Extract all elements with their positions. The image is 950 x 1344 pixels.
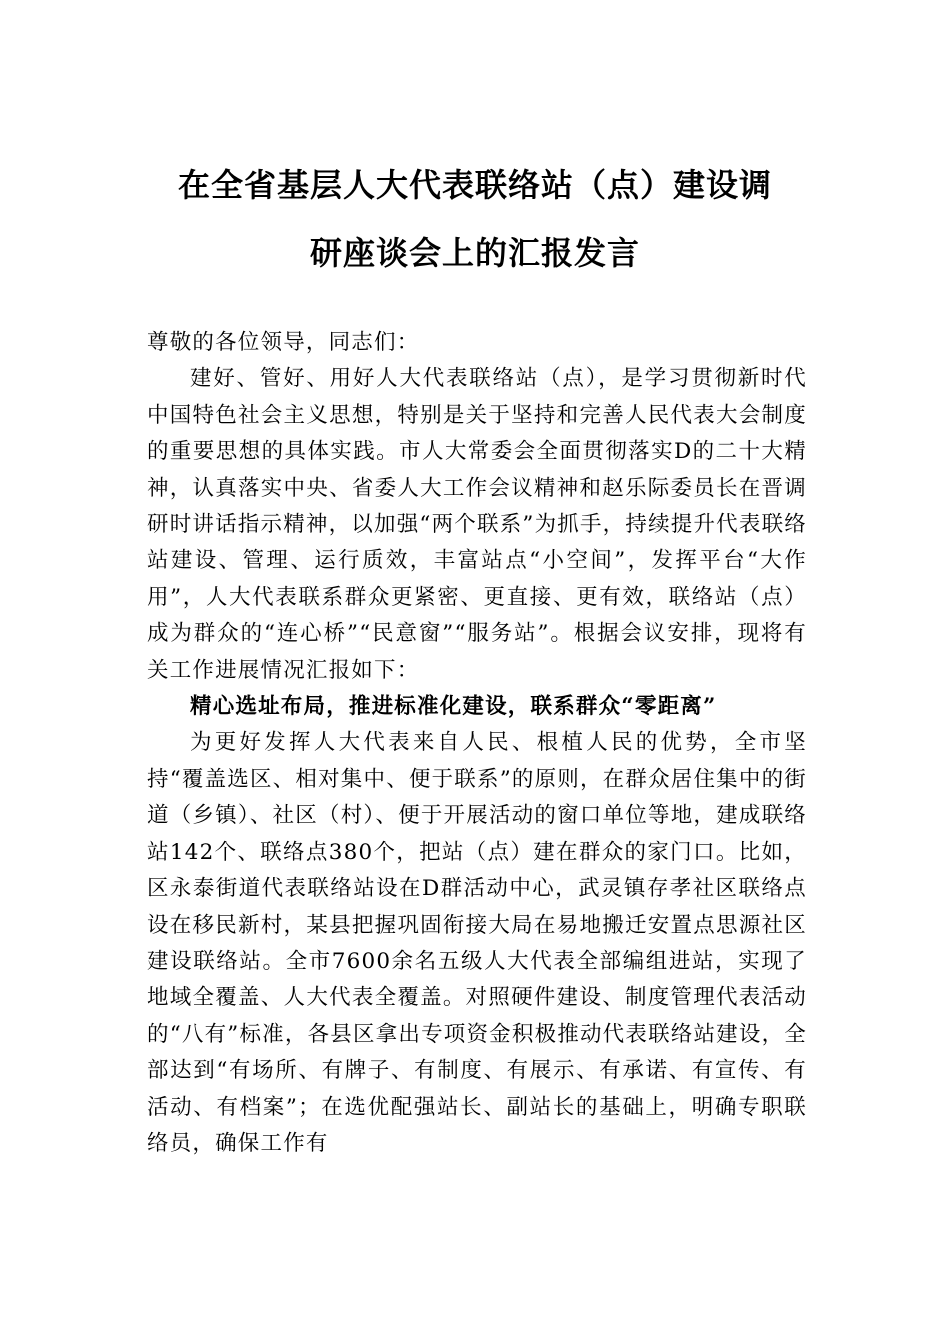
section-heading: 精心选址布局，推进标准化建设，联系群众“零距离” [190,694,717,720]
document-title-line-2: 研座谈会上的汇报发言 [309,234,640,272]
document-title-line-1: 在全省基层人大代表联络站（点）建设调 [177,166,772,204]
paragraph-body: 为更好发挥人大代表来自人民、根植人民的优势，全市坚持“覆盖选区、相对集中、便于联系”的原则，在群众居住集中的街道（乡镇）、社区（村）、便于开展活动的窗口单位等地，建成联络站142个、联络点380个，把站（点）建在群众的家门口。比如，区永泰街道代表联络站设在D群活动中心，武灵镇存孝社区联络点设在移民新村，某县把握巩固衔接大局在易地搬迁安置点思源社区建设联络站。全市7600余名五级人大代表全部编组进站，实现了地域全覆盖、人大代表全覆盖。对照硬件建设、制度管理代表活动的“八有”标准，各县区拿出专项资金积极推动代表联络站建设，全部达到“有场所、有牌子、有制度、有展示、有承诺、有宣传、有活动、有档案”；在选优配强站长、副站长的基础上，明确专职联络员，确保工作有 [147,730,807,1156]
paragraph-intro: 建好、管好、用好人大代表联络站（点），是学习贯彻新时代中国特色社会主义思想，特别是关于坚持和完善人民代表大会制度的重要思想的具体实践。市人大常委会全面贯彻落实D的二十大精神，认真落实中央、省委人大工作会议精神和赵乐际委员长在晋调研时讲话指示精神，以加强“两个联系”为抓手，持续提升代表联络站建设、管理、运行质效，丰富站点“小空间”，发挥平台“大作用”，人大代表联系群众更紧密、更直接、更有效，联络站（点）成为群众的“连心桥”“民意窗”“服务站”。根据会议安排，现将有关工作进展情况汇报如下： [147,366,807,683]
document-body [147,325,807,1162]
salutation: 尊敬的各位领导，同志们： [147,330,420,355]
